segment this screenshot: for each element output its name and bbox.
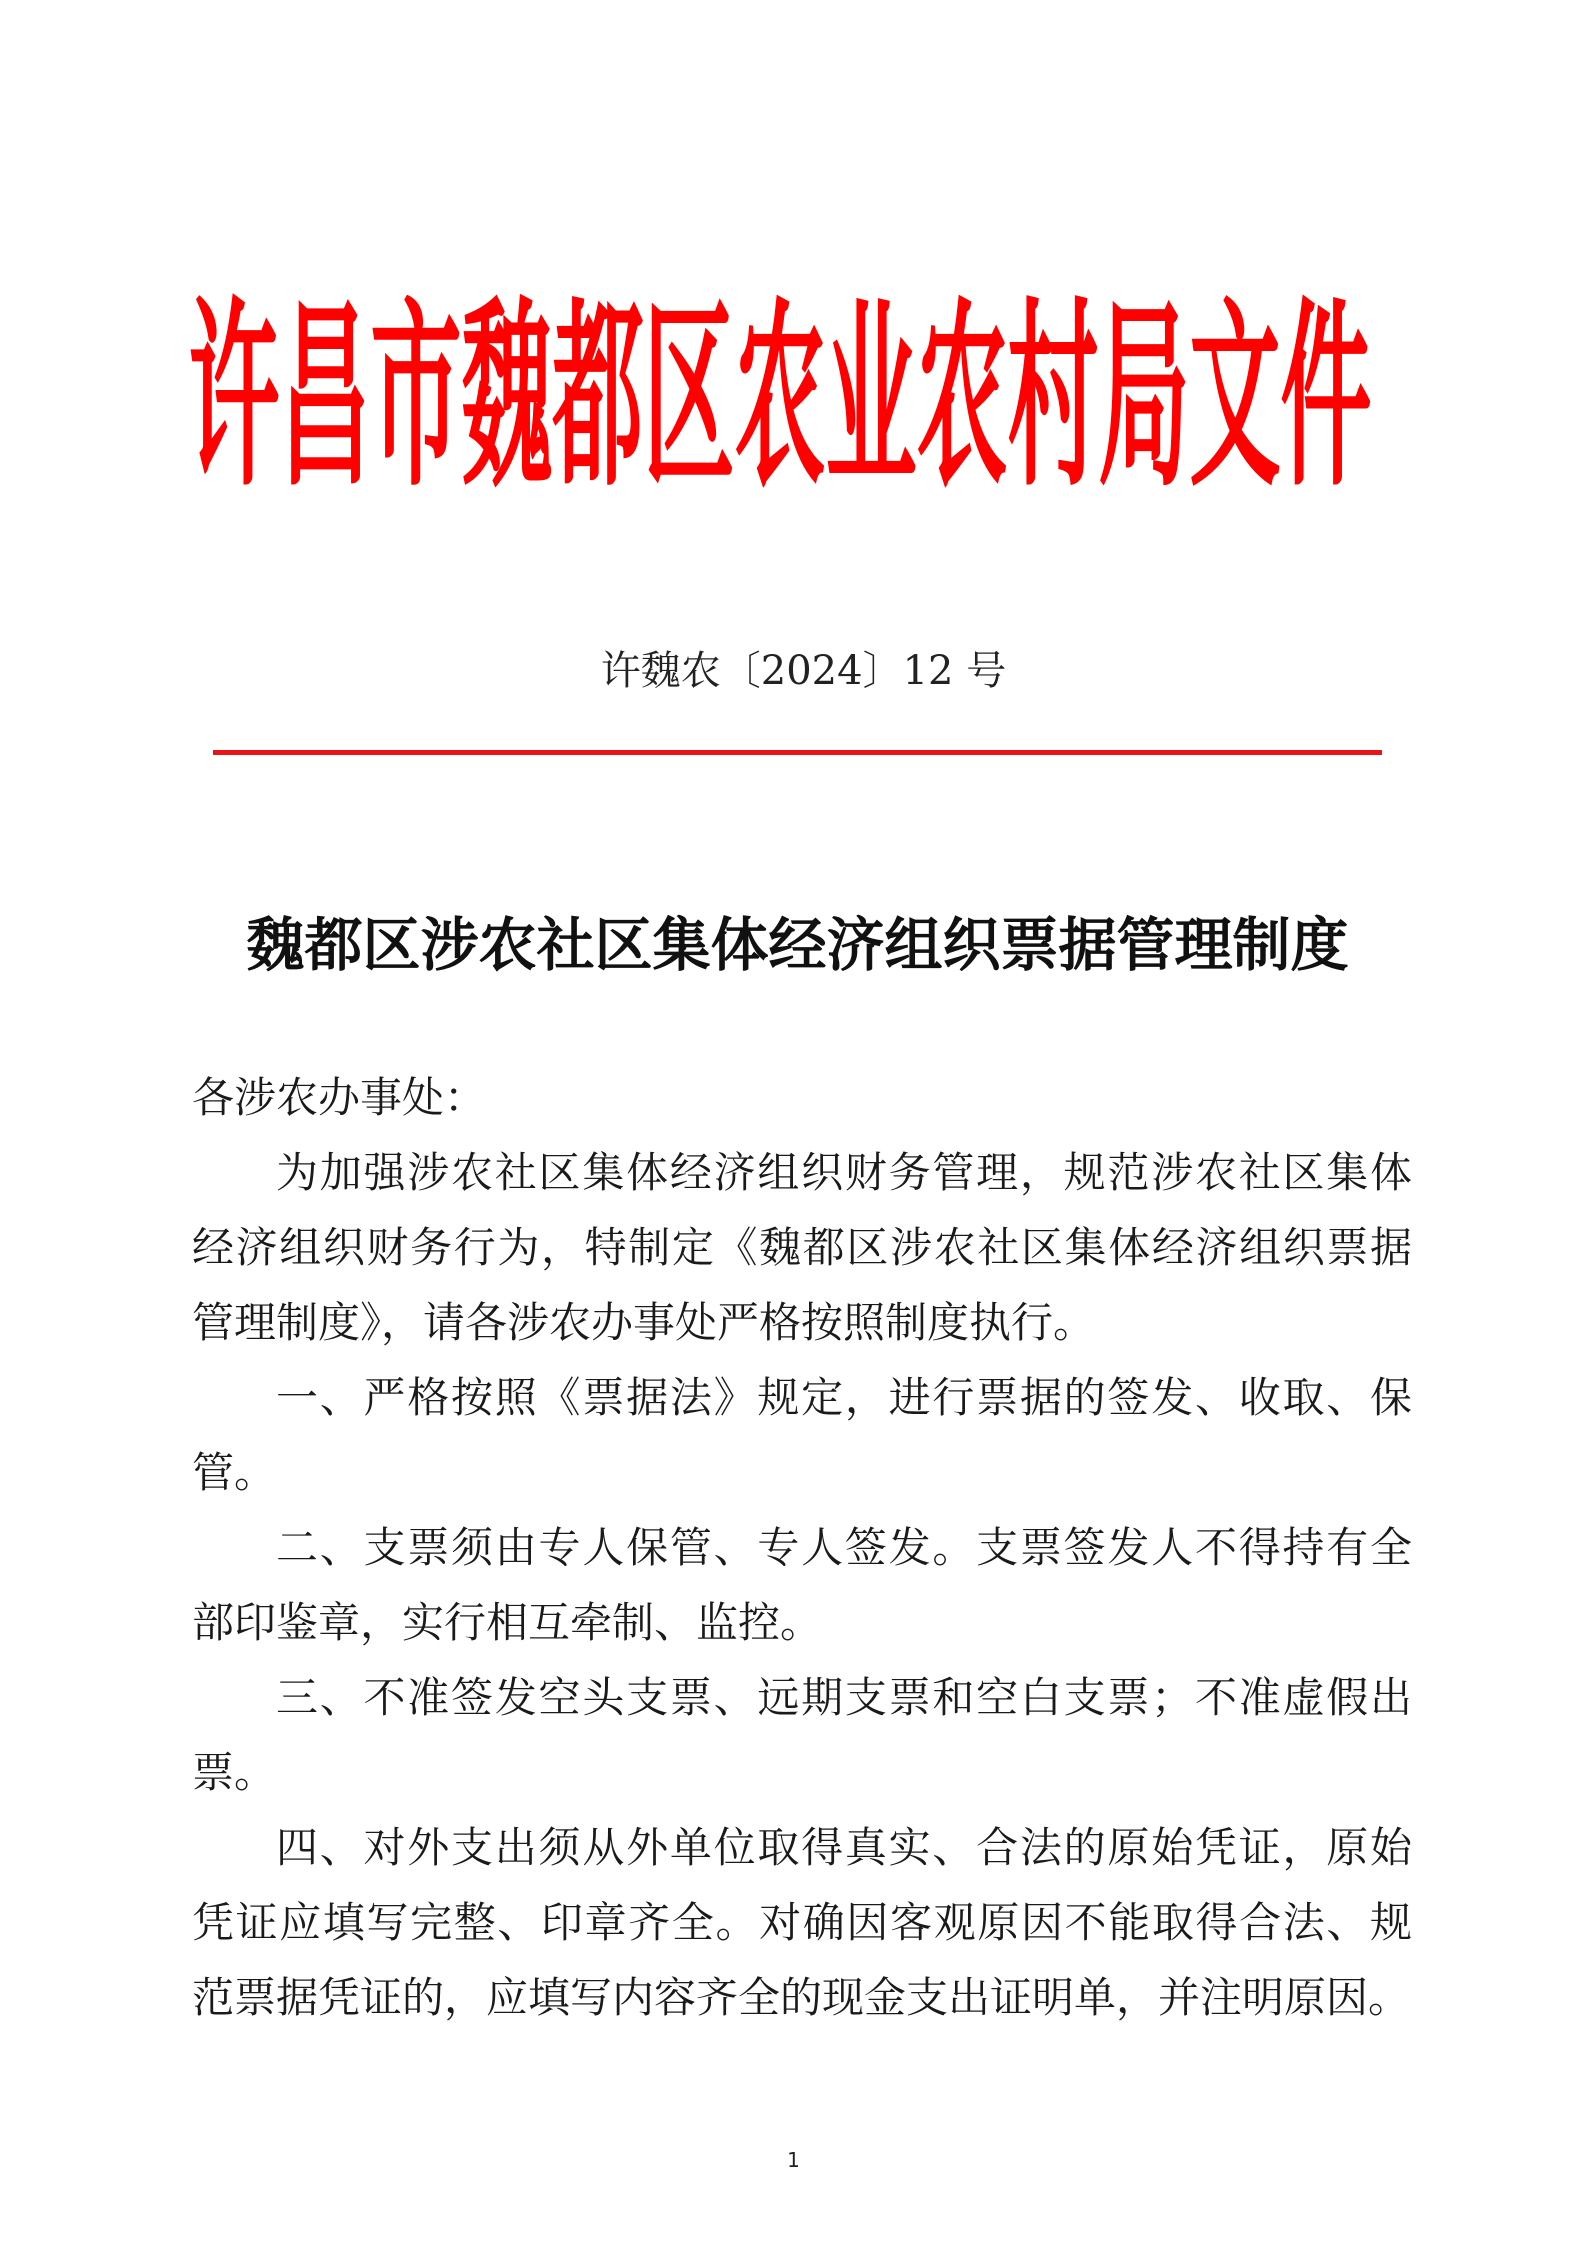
paragraph-line: 票。 [192,1748,277,1797]
paragraph-line: 管理制度》，请各涉农办事处严格按照制度执行。 [192,1298,1096,1347]
paragraph-line: 为加强涉农社区集体经济组织财务管理，规范涉农社区集体 [276,1148,1412,1197]
red-divider-line [213,750,1382,755]
paragraph-rule-1 [192,1360,1412,1510]
paragraph-line: 凭证应填写完整、印章齐全。对确因客观原因不能取得合法、规 [192,1898,1412,1947]
paragraph-line: 四、对外支出须从外单位取得真实、合法的原始凭证，原始 [276,1823,1412,1872]
paragraph-rule-2 [192,1510,1412,1660]
paragraph-line: 部印鉴章，实行相互牵制、监控。 [192,1598,823,1647]
paragraph-rule-4 [192,1810,1412,2035]
salutation: 各涉农办事处： [192,1073,487,1122]
paragraph-rule-3 [192,1660,1412,1810]
paragraph-line: 一、严格按照《票据法》规定，进行票据的签发、收取、保 [276,1373,1412,1422]
page-number: 1 [787,2148,800,2172]
document-body [192,1060,1412,2035]
agency-header-title: 许昌市魏都区农业农村局文件 [188,283,1372,515]
paragraph-line: 范票据凭证的，应填写内容齐全的现金支出证明单，并注明原因。 [192,1973,1411,2022]
document-title: 魏都区涉农社区集体经济组织票据管理制度 [246,911,1349,979]
paragraph-line: 二、支票须由专人保管、专人签发。支票签发人不得持有全 [276,1523,1412,1572]
paragraph-intro [192,1135,1412,1360]
paragraph-line: 三、不准签发空头支票、远期支票和空白支票；不准虚假出 [276,1673,1412,1722]
paragraph-line: 经济组织财务行为，特制定《魏都区涉农社区集体经济组织票据 [192,1223,1412,1272]
document-number: 许魏农〔2024〕12 号 [600,648,1007,694]
paragraph-line: 管。 [192,1448,277,1497]
